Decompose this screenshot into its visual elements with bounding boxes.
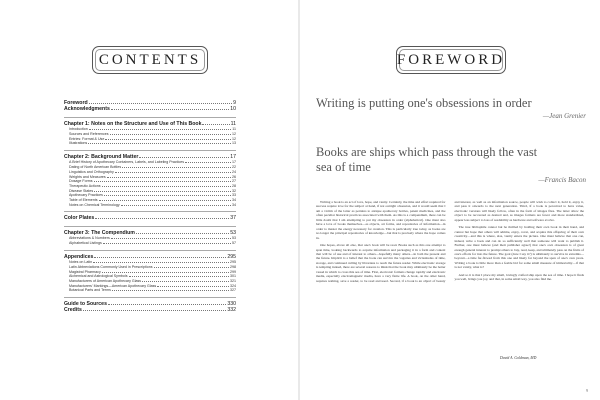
quote-text: Books are ships which pass through the vast sea of time <box>316 145 538 174</box>
foreword-heading-plaque <box>396 46 506 74</box>
toc-entry-page: 324 <box>230 283 236 288</box>
toc-entry-title: Botanical Parts and Terms <box>69 288 111 293</box>
toc-dot-leader <box>121 205 231 206</box>
toc-dot-leader <box>136 233 229 234</box>
toc-section <box>64 226 236 246</box>
toc-dot-leader <box>122 167 231 168</box>
toc-dot-leader <box>112 290 229 291</box>
contents-page <box>0 0 298 400</box>
quote-text: Writing is putting one's obsessions in order <box>316 96 532 110</box>
toc-entry-title: Manufacturers of American Apothecary Glass <box>69 278 142 283</box>
toc-entry-page: 11 <box>230 120 236 127</box>
toc-dot-leader <box>108 304 226 305</box>
toc-dot-leader <box>129 276 229 277</box>
toc-entry-title: Alphabetical Listings <box>69 240 102 245</box>
toc-entry <box>64 141 236 146</box>
toc-entry-title: Disease States <box>69 188 94 193</box>
toc-entry-page: 12 <box>232 136 236 141</box>
toc-dot-leader <box>104 195 231 196</box>
toc-entry-page: 298 <box>230 264 236 269</box>
toc-entry-page: 34 <box>232 202 236 207</box>
toc-dot-leader <box>139 157 229 158</box>
toc-entry-title: Credits <box>64 307 82 314</box>
page-number: 9 <box>586 388 588 393</box>
toc-entry-page: 332 <box>227 307 236 314</box>
toc-entry <box>64 203 236 208</box>
toc-entry-title: Entries: Format & Use <box>69 136 105 141</box>
toc-dot-leader <box>83 310 226 311</box>
toc-entry-title: Foreword <box>64 100 88 106</box>
toc-entry-page: 34 <box>232 198 236 203</box>
toc-entry-page: 22 <box>232 165 236 170</box>
toc-entry-page: 53 <box>232 236 236 241</box>
toc-entry-title: Linguistics and Orthography <box>69 169 114 174</box>
toc-entry <box>64 241 236 246</box>
toc-dot-leader <box>105 139 231 140</box>
quote-attribution: —Jean Grenier <box>542 112 586 120</box>
toc-entry-title: Notes on Chemical Terminology <box>69 202 120 207</box>
toc-entry-title: Alchemical and Astrological Symbols <box>69 274 128 279</box>
toc-entry-title: Abbreviations & Numbers <box>69 236 110 241</box>
toc-dot-leader <box>102 186 231 187</box>
toc-entry-page: 17 <box>230 154 236 161</box>
toc-entry-page: 327 <box>230 288 236 293</box>
toc-dot-leader <box>111 109 229 110</box>
toc-entry-page: 17 <box>232 160 236 165</box>
toc-dot-leader <box>107 177 231 178</box>
body-paragraph: One hopes, above all else, that one's book will be read. Books such as this one attempt to span time, looking backwards to acquire information and packaging it in a form and context that will be of use and of interest to others—hopefully many others—in both the present and the future. Implicit is a belief that the book can survive the vagaries and vicissitudes of time, storage, and continued culling by librarians to reach the future reader. While electronic storage is tempting indeed, there are several reasons to think that the book may ultimately be the better vessel in which to cross this sea of time. First, electronic formats change rapidly and electronic media, especially electromagnetic media, have a very finite life. A book, on the other hand, requires nothing, save a reader, to be read and used. Second, if a book is an object of beauty and interest, as well as an information source, people will wish to collect it, hold it, enjoy it, and pass it onwards to the next generation. Third, if a book is perceived to have value, electronic versions will likely follow, often in the form of images files. The latter allow the object to be recovered as desired and, as images formats are fewer and more standardized, appear less subject to loss of readability as hardware and software evolve. <box>316 200 584 283</box>
toc-dot-leader <box>94 257 226 258</box>
foreword-body <box>316 200 584 284</box>
toc-entry-page: 9 <box>233 100 236 106</box>
toc-entry-page: 13 <box>232 141 236 146</box>
toc-entry-page: 330 <box>227 301 236 308</box>
toc-entry-title: Magistral Pharmacy <box>69 269 101 274</box>
toc-entry <box>64 215 236 221</box>
toc-entry-page: 26 <box>232 174 236 179</box>
toc-entry-title: Illustrations <box>69 141 88 146</box>
toc-entry-title: Latin Abbreviations Commonly Used in Prescriptions <box>69 264 153 269</box>
epigraph-quote <box>316 145 586 184</box>
toc-entry-page: 27 <box>232 179 236 184</box>
toc-entry-title: Chapter 3: The Compendium <box>64 229 135 236</box>
toc-entry-title: Sources and References <box>69 131 109 136</box>
toc-section <box>64 297 236 314</box>
toc-dot-leader <box>157 286 229 287</box>
toc-dot-leader <box>202 124 229 125</box>
toc-entry-title: Chapter 2: Background Matter <box>64 154 139 161</box>
body-paragraph: The true bibliophile cannot but be thrilled by holding their own book in their hand, and cannot but hope that others will admire, enjoy, covet, and acquire this offspring of their own creativity—and this is where, alas, vanity enters the picture. One must believe that one can, indeed, write a book and can do so sufficiently well that someone will want to publish it. Further, one must believe (and their publisher agree!) that one's own obsession is of great enough general interest to prompt others to buy, read, keep, and ultimately pass on the fruits of one's efforts for into the future. The goal (dare I say it?) is ultimately to survive in extremis—beyond—a time far-flowed from this one and likely far beyond the span of one's own years. Writing a book is little more than a feeble bid for some small measure of immortality—if that is not vanity, what is? <box>454 225 584 270</box>
toc-dot-leader <box>110 134 231 135</box>
toc-dot-leader <box>89 129 231 130</box>
foreword-page <box>300 0 600 400</box>
toc-dot-leader <box>142 281 229 282</box>
toc-dot-leader <box>154 267 230 268</box>
toc-dot-leader <box>88 143 231 144</box>
contents-heading-plaque <box>92 46 208 74</box>
toc-section <box>64 117 236 146</box>
toc-dot-leader <box>185 162 231 163</box>
toc-dot-leader <box>95 218 229 219</box>
toc-entry-page: 295 <box>230 260 236 265</box>
toc-entry-title: Apothecary Practices <box>69 193 103 198</box>
toc-section <box>64 211 236 221</box>
toc-dot-leader <box>115 172 231 173</box>
toc-dot-leader <box>94 181 231 182</box>
toc-section <box>64 100 236 113</box>
toc-entry-title: Color Plates <box>64 215 95 222</box>
toc-entry-page: 24 <box>232 169 236 174</box>
toc-section <box>64 150 236 207</box>
toc-entry-page: 299 <box>230 269 236 274</box>
toc-entry-title: Introduction <box>69 127 88 132</box>
toc-entry-page: 57 <box>232 240 236 245</box>
toc-entry <box>64 307 236 313</box>
toc-entry-title: Table of Elements <box>69 198 98 203</box>
toc-entry-title: Guide to Sources <box>64 301 107 308</box>
toc-entry <box>64 288 236 293</box>
toc-entry-title: Dating of North American Bottles <box>69 165 122 170</box>
epigraph-quote <box>316 96 586 120</box>
toc-section <box>64 250 236 293</box>
toc-entry-title: Dosage Forms <box>69 179 93 184</box>
toc-entry-page: 33 <box>232 193 236 198</box>
toc-entry-title: Manufacturers' Markings—American Apothecary Glass <box>69 283 157 288</box>
toc-entry-page: 295 <box>227 253 236 260</box>
toc-entry-title: Weights and Measures <box>69 174 106 179</box>
toc-entry-title: Chapter 1: Notes on the Structure and Use of This Book <box>64 120 202 127</box>
toc-entry-page: 12 <box>232 131 236 136</box>
toc-dot-leader <box>93 262 229 263</box>
toc-dot-leader <box>99 200 231 201</box>
toc-entry-page: 321 <box>230 278 236 283</box>
toc-entry-page: 10 <box>230 106 236 113</box>
toc-dot-leader <box>94 191 231 192</box>
toc-entry-title: Notes on Latin <box>69 260 93 265</box>
toc-entry-page: 37 <box>230 215 236 222</box>
author-signature: David A. Goldman, MD <box>500 356 537 360</box>
toc-dot-leader <box>102 272 229 273</box>
foreword-heading: FOREWORD <box>396 51 506 68</box>
toc-dot-leader <box>89 103 232 104</box>
toc-entry-page: 32 <box>232 188 236 193</box>
toc-entry-page: 53 <box>230 229 236 236</box>
toc-entry-page: 301 <box>230 274 236 279</box>
body-paragraph: Writing a book is an act of love, hope, and vanity. Certainly, the time and effort required for success require love for the subject at hand, if not outright obsession, and it would seem that I am a victim of the latter as pertains to antique apothecary bottles, patent medicines, and the often peculiar historical practices associated with them. As this is a compendium, there can be little doubt that I am attempting to put my obsession in order (alphabetical). One must also have a love of books themselves—as objects, art forms, and repositories of information—in order to master the energy necessary for creation. This is particularly true today, as books are no longer the principal repositories of knowledge—but that is precisely where the hope comes in. <box>316 200 446 240</box>
toc-entry-title: Therapeutic Actions <box>69 183 101 188</box>
toc-entry-title: Appendices <box>64 253 94 260</box>
table-of-contents <box>64 100 236 314</box>
toc-entry-title: Acknowledgments <box>64 106 110 113</box>
toc-entry-page: 11 <box>232 127 236 132</box>
body-paragraph: And so it is that I place my small, lovingly crafted ship upon the sea of time. I hope it finds you well, brings you joy, and that, in some small way, you also find me. <box>454 272 584 282</box>
contents-heading: CONTENTS <box>98 51 202 68</box>
quote-attribution: —Francis Bacon <box>538 176 586 184</box>
toc-dot-leader <box>103 243 231 244</box>
toc-entry-page: 28 <box>232 183 236 188</box>
toc-dot-leader <box>111 238 231 239</box>
toc-entry <box>64 106 236 112</box>
toc-entry-title: A Brief History of Apothecary Containers, Labels, and Labeling Practices <box>69 160 185 165</box>
